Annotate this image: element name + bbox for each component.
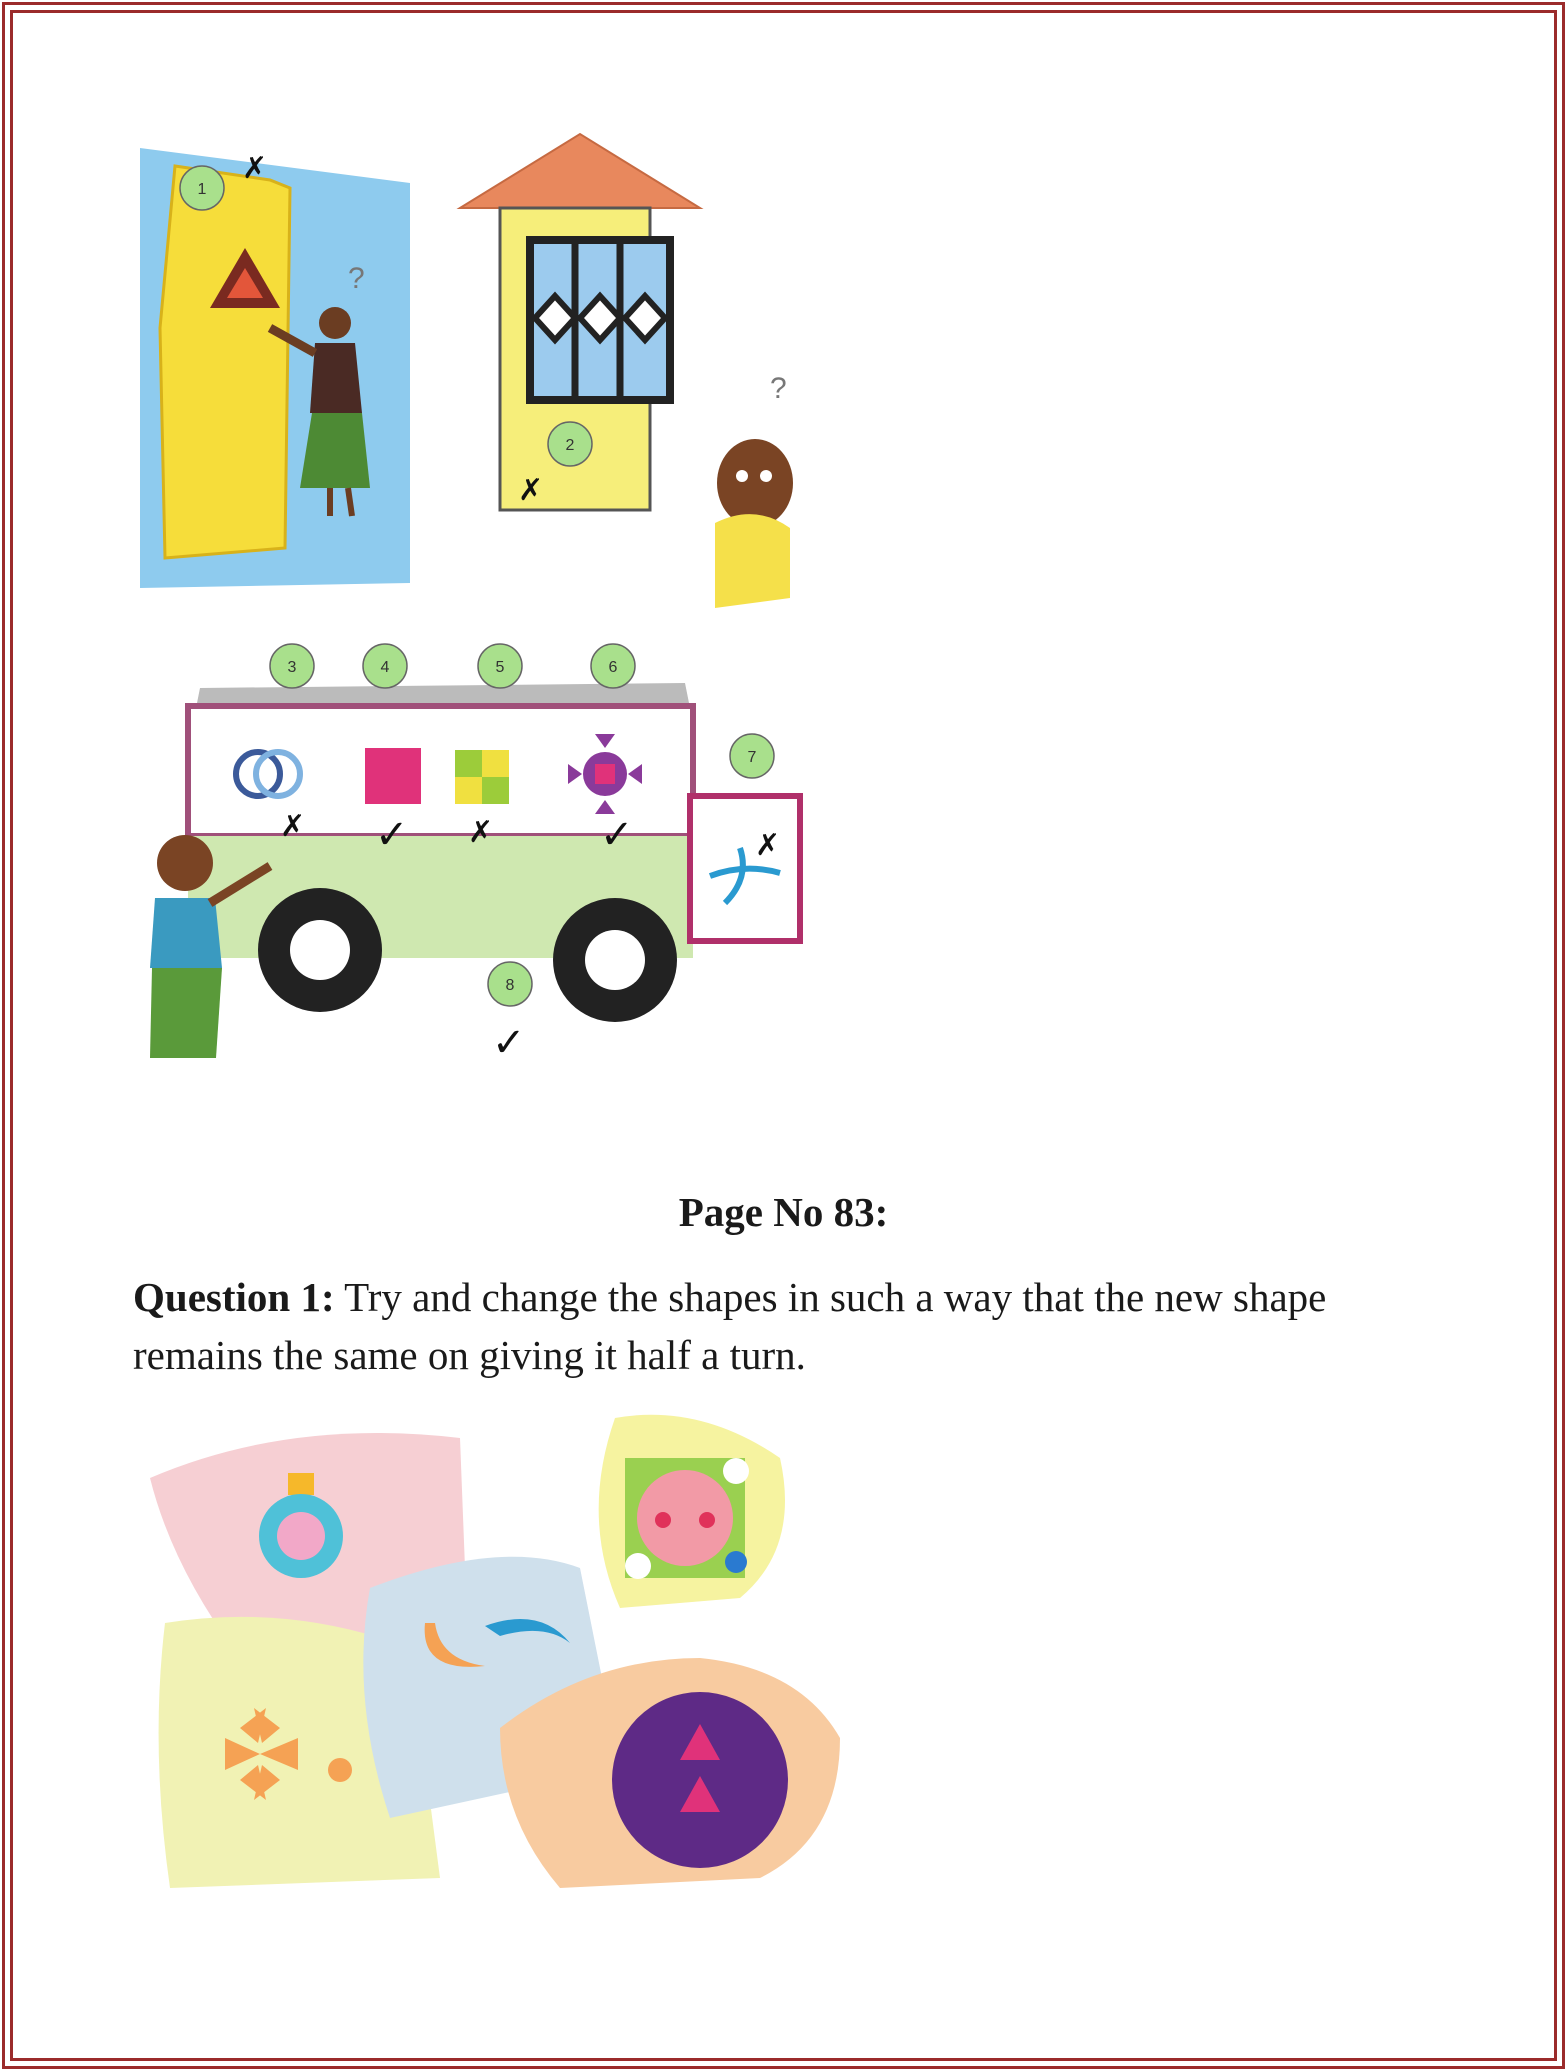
- poster-panel: [140, 148, 410, 588]
- svg-text:4: 4: [380, 659, 390, 676]
- yellow-blob: [599, 1415, 785, 1608]
- marker-3: [270, 644, 314, 688]
- svg-text:7: 7: [747, 749, 757, 766]
- marker-8: [488, 962, 532, 1006]
- shapes-illustration-bottom: [140, 1398, 840, 1898]
- question-1: [133, 1268, 1453, 1384]
- svg-text:6: 6: [608, 659, 618, 676]
- marker-6: [591, 644, 635, 688]
- cross-mark-1: ✗: [242, 151, 268, 186]
- svg-text:2: 2: [565, 437, 575, 454]
- svg-text:3: 3: [287, 659, 297, 676]
- svg-text:8: 8: [505, 977, 515, 994]
- question-label: Question 1:: [133, 1274, 335, 1320]
- question-text: Try and change the shapes in such a way that the new shape remains the same on giving it half a turn.: [133, 1274, 1327, 1378]
- marker-2: [548, 422, 592, 466]
- svg-text:1: 1: [197, 181, 207, 198]
- question-mark-1: ?: [348, 262, 365, 295]
- cross-mark-3: ✗: [280, 809, 306, 844]
- cross-mark-7: ✗: [755, 828, 781, 863]
- marker-4: [363, 644, 407, 688]
- tick-mark-4: ✓: [375, 812, 409, 858]
- page-heading: Page No 83:: [678, 1189, 889, 1235]
- tick-mark-8: ✓: [492, 1020, 526, 1066]
- svg-text:5: 5: [495, 659, 505, 676]
- marker-1: [180, 166, 224, 210]
- marker-7: [730, 734, 774, 778]
- cross-mark-2: ✗: [518, 473, 544, 508]
- question-mark-2: ?: [770, 372, 787, 405]
- thinking-girl: [715, 439, 793, 608]
- shapes-illustration-top: [130, 128, 830, 1068]
- cross-mark-5: ✗: [468, 815, 494, 850]
- marker-5: [478, 644, 522, 688]
- tick-mark-6: ✓: [600, 812, 634, 858]
